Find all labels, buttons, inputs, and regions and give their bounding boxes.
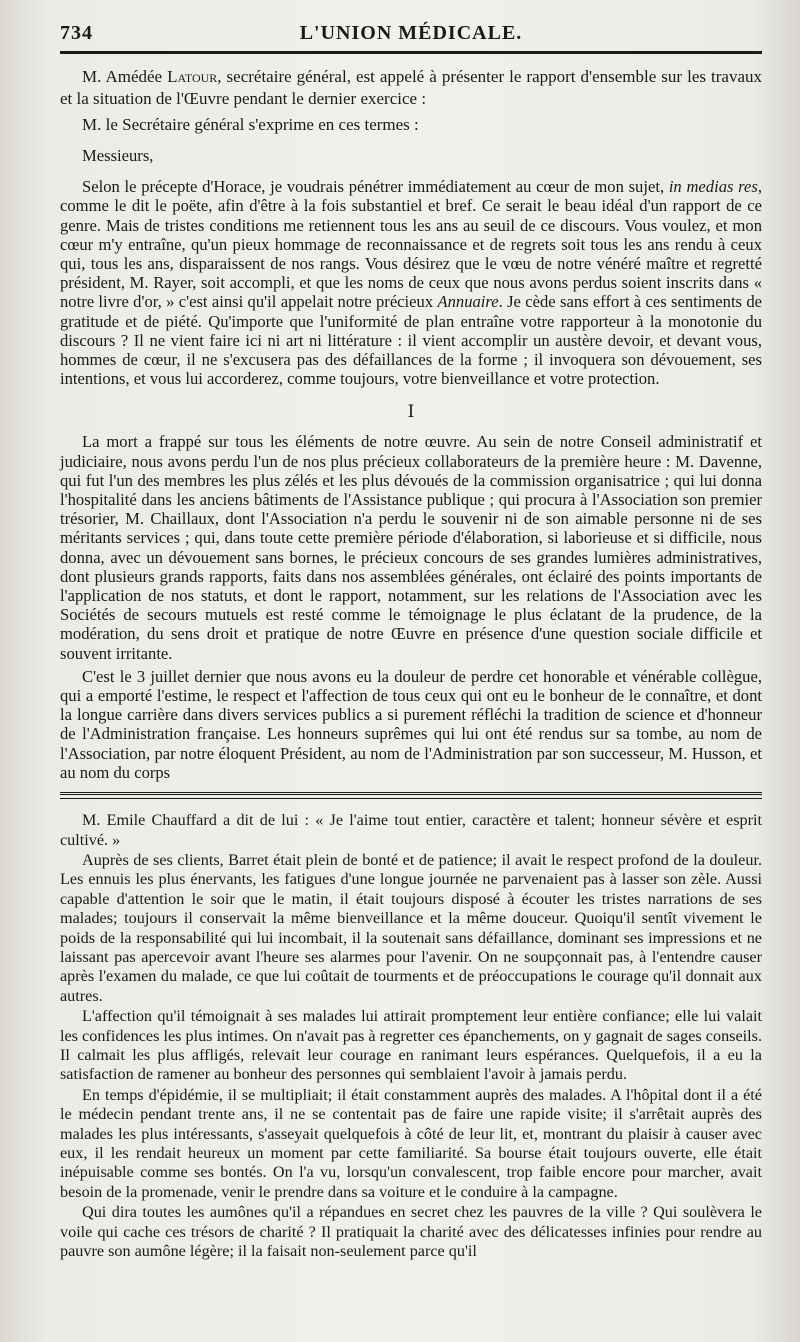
page-header [60, 22, 762, 45]
report-column [60, 66, 762, 782]
report-text-c: . Je cède sans effort à ces sentiments de gratitude et de piété. Qu'importe que l'uniformité de plan entraîne votre rapporteur à la monotonie du discours ? Il ne vient faire ici ni art ni littérature : il vient accomplir un austère devoir, et devant vous, hommes de cœur, il ne s'excusera pas des défaillances de la forme ; il invoquera son dévouement, ses intentions, et vous lui accorderez, comme toujours, votre bienveillance et votre protection. [60, 292, 763, 389]
intro-text-end: , secrétaire général, est appelé à présenter le rapport d'ensemble sur les travaux et la situation de l'Œuvre pendant le dernier exercice : [60, 67, 762, 108]
feuilleton-paragraph-1: M. Emile Chauffard a dit de lui : « Je l'aime tout entier, caractère et talent; honneur sévère et esprit cultivé. » [60, 811, 762, 849]
intro-name-latour: Latour [167, 67, 218, 86]
intro-paragraph [60, 66, 762, 110]
intro-secretary-line: M. le Secrétaire général s'exprime en ces termes : [82, 115, 419, 134]
section-paragraph-2: C'est le 3 juillet dernier que nous avons eu la douleur de perdre cet honorable et vénérable collègue, qui a emporté l'estime, le respect et l'affection de tous ceux qui ont eu le bonheur de le connaître, et dont la longue carrière dans divers services publics a si purement réfléchi la tradition de science et d'honneur de l'Administration française. Les honneurs suprêmes qui lui ont été rendus sur sa tombe, au nom de l'Association, par notre éloquent Président, au nom de l'Administration par son successeur, M. Husson, et au nom du corps [60, 666, 762, 782]
section-paragraph-1: La mort a frappé sur tous les éléments de notre œuvre. Au sein de notre Conseil administratif et judiciaire, nous avons perdu l'un de nos plus précieux collaborateurs de la première heure : M. Davenne, qui fut l'un des membres les plus zélés et les plus dévoués de la commission organisatrice ; qui lui donna l'hospitalité dans les anciens bâtiments de l'Assistance publique ; qui procura à l'Association son premier trésorier, M. Chaillaux, dont l'Association n'a perdu le souvenir ni de son aimable personne ni de ses méritants services ; qui, dans toute cette première période d'élaboration, si laborieuse et si difficile, nous donna, avec un dévouement sans bornes, le précieux concours de ses grandes lumières administratives, dont plusieurs grands rapports, faits dans nos assemblées générales, ont éclairé des points importants de l'application de nos statuts, et dont le rapport, notamment, sur les relations de l'Association avec les Sociétés de secours mutuels est resté comme le témoignage le plus éclatant de la prudence, de la modération, du sens droit et pratique de notre Œuvre en présence d'une question sociale difficile et souvent irritante. [60, 432, 762, 663]
report-text-b: , comme le dit le poëte, afin d'être à la fois substantiel et bref. Ce serait le beau idéal d'un rapport de ce genre. Mais de tristes conditions me retiennent tous les ans au seuil de ce discours. Vous voulez, et mon cœur m'y entraîne, qu'un pieux hommage de reconnaissance et de regrets soit tous les ans rendu à ceux qui, tous les ans, disparaissent de nos rangs. Vous désirez que le vœu de notre vénéré maître et regretté président, M. Rayer, soit accompli, et que les noms de ceux que nous avons perdus soient inscrits dans « notre livre d'or, » c'est ainsi qu'il appelait notre précieux [60, 177, 762, 312]
report-paragraph [60, 177, 762, 388]
annuaire-title: Annuaire [437, 292, 499, 312]
journal-title: L'UNION MÉDICALE. [299, 22, 523, 44]
report-text-a: Selon le précepte d'Horace, je voudrais pénétrer immédiatement au cœur de mon sujet, [82, 177, 669, 197]
section-number: I [407, 402, 415, 423]
feuilleton-paragraph-2: Auprès de ses clients, Barret était plein de bonté et de patience; il avait le respect profond de la douleur. Les ennuis les plus énervants, les fatigues d'une longue journée ne parvenaient pas à lasser son zèle. Aussi capable d'attention le soir que le matin, il était toujours disposé à écouter les tristes narrations de ses malades; toujours il conservait la même bienveillance et la même douceur. Quoiqu'il sentît vivement le poids de la responsabilité qui lui incombait, il la soutenait sans défaillance, dominant ses impressions et ne laissant pas apercevoir avant l'heure ses alarmes pour l'avenir. On ne soupçonnait pas, à l'entendre causer après l'examen du malade, ce que lui coûtait de tourments et de préoccupations le courage qu'il donnait aux autres. [60, 850, 762, 1005]
feuilleton-paragraph-4: En temps d'épidémie, il se multipliait; il était constamment auprès des malades. A l'hôpital dont il a été le médecin pendant trente ans, il ne se contentait pas de faire une rapide visite; il s'arrêtait auprès des malades les plus intéressants, s'asseyait quelquefois à côté de leur lit, et, montrant du plaisir à causer avec eux, il les rendait heureux un moment par cette familiarité. Sa bourse était toujours ouverte, elle était inépuisable comme ses bontés. On l'a vu, lorsqu'un convalescent, trop faible encore pour marcher, avait besoin de la promenade, venir le prendre dans sa voiture et le conduire à la campagne. [60, 1085, 762, 1201]
latin-phrase: in medias res [668, 177, 758, 197]
feuilleton-divider [60, 792, 762, 799]
feuilleton-paragraph-5: Qui dira toutes les aumônes qu'il a répandues en secret chez les pauvres de la ville ? Qui soulèvera le voile qui cache ces trésors de charité ? Il pratiquait la charité avec des délicatesses infinies pour rendre au pauvre son aumône légère; il la faisait non-seulement parce qu'il [60, 1203, 762, 1261]
page-number: 734 [60, 22, 93, 44]
salutation: Messieurs, [82, 146, 154, 165]
feuilleton-paragraph-3: L'affection qu'il témoignait à ses malades lui attirait promptement leur entière confiance; elle lui valait les confidences les plus intimes. On n'avait pas à regretter ces épanchements, on y gagnait de sages conseils. Il calmait les plus affligés, relevait leur courage en ranimant leurs espérances. Quelquefois, il a eu la satisfaction de ramener au bonheur des personnes qui semblaient l'avoir à jamais perdu. [60, 1007, 762, 1084]
header-rule [60, 51, 762, 54]
intro-text-start: M. Amédée [82, 67, 168, 86]
feuilleton-column [60, 811, 762, 1261]
